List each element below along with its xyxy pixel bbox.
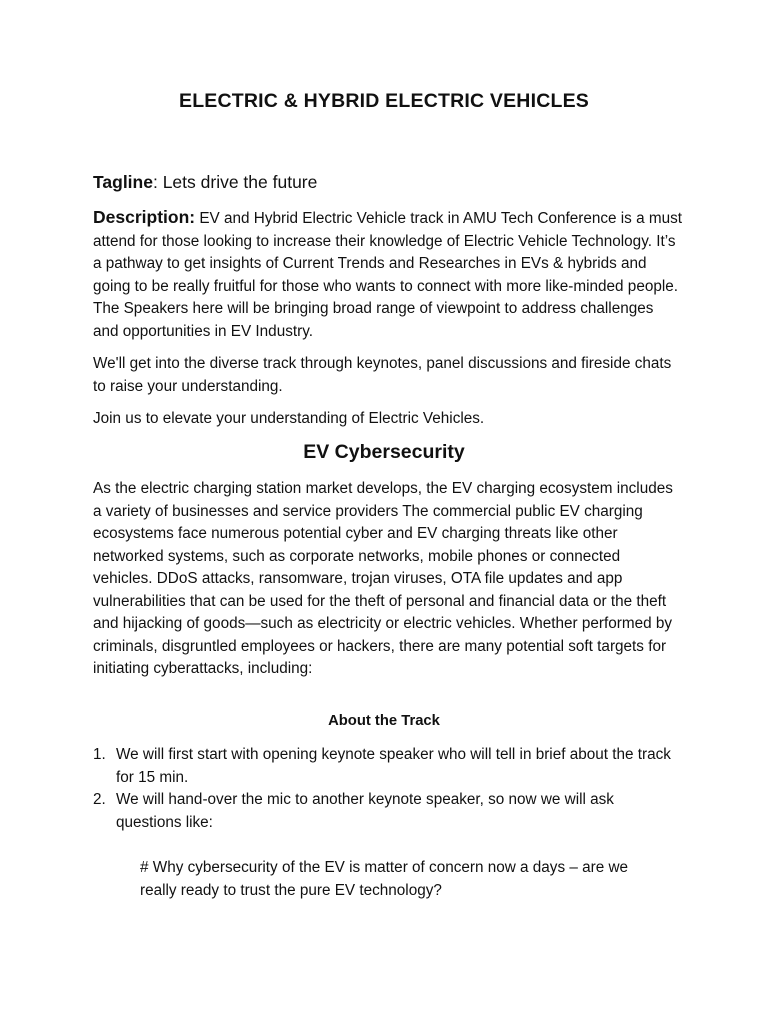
- list-item-number: 2.: [93, 791, 106, 808]
- description-paragraph: [93, 206, 683, 343]
- paragraph-join: Join us to elevate your understanding of Electric Vehicles.: [93, 410, 485, 427]
- cybersecurity-paragraph: As the electric charging station market develops, the EV charging ecosystem includes a variety of businesses and service providers The commercial public EV charging ecosystems face numerous potential cyber and EV charging threats like other networked systems, such as corporate networks, mobile phones or connected vehicles. DDoS attacks, ransomware, trojan viruses, OTA file updates and app vulnerabilities that can be used for the theft of personal and financial data or the theft and hijacking of goods—such as electricity or electric vehicles. Whether performed by criminals, disgruntled employees or hackers, there are many potential soft targets for initiating cyberattacks, including:: [93, 480, 673, 677]
- document-title: ELECTRIC & HYBRID ELECTRIC VEHICLES: [178, 90, 590, 112]
- paragraph-keynotes: We'll get into the diverse track through keynotes, panel discussions and fireside chats to raise your understanding.: [93, 355, 672, 395]
- list-item: [93, 789, 683, 834]
- list-item-text: We will first start with opening keynote speaker who will tell in brief about the track for 15 min.: [116, 746, 671, 786]
- question-text: # Why cybersecurity of the EV is matter of concern now a days – are we really ready to trust the pure EV technology?: [140, 859, 629, 899]
- list-item-text: We will hand-over the mic to another keynote speaker, so now we will ask questions like:: [116, 791, 614, 831]
- about-track-heading: About the Track: [328, 713, 440, 729]
- section-title: EV Cybersecurity: [303, 441, 465, 463]
- tagline: [93, 172, 317, 193]
- description-label: Description:: [93, 207, 196, 227]
- list-item: [93, 744, 683, 789]
- track-list: [93, 744, 683, 834]
- description-text: EV and Hybrid Electric Vehicle track in AMU Tech Conference is a must attend for those looking to increase their knowledge of Electric Vehicle Technology. It’s a pathway to get insights of Current Trends and Researches in EVs & hybrids and going to be really fruitful for those who wants to connect with more like-minded people. The Speakers here will be bringing broad range of viewpoint to address challenges and opportunities in EV Industry.: [93, 210, 682, 340]
- list-item-number: 1.: [93, 746, 106, 763]
- tagline-text: : Lets drive the future: [152, 172, 318, 192]
- tagline-label: Tagline: [93, 172, 153, 192]
